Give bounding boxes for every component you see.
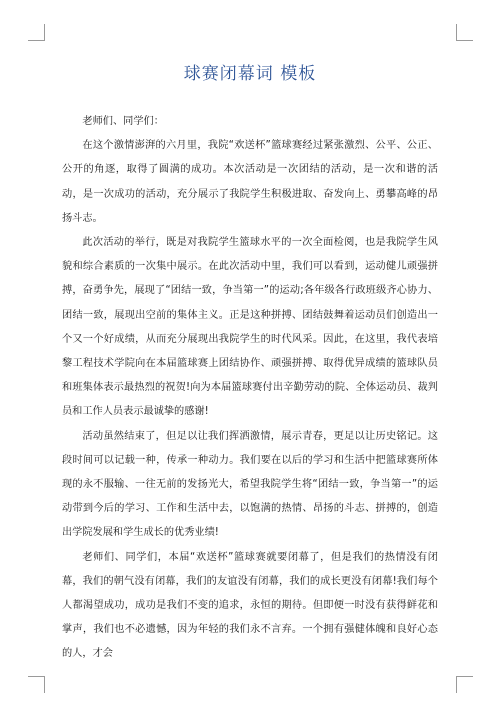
- paragraph-2: 此次活动的举行，既是对我院学生篮球水平的一次全面检阅，也是我院学生风貌和综合素质的一次集中展示。在此次活动中里，我们可以看到，运动健儿顽强拼搏，奋勇争先，展现了“团结一致，争当第一”的运动;各年级各行政班级齐心协力、团结一致，展现出空前的集体主义。正是这种拼搏、团结鼓舞着运动员们创造出一个又一个好成绩，从而充分展现出我院学生的时代风采。因此，在这里，我代表培黎工程技术学院向在本届篮球赛上团结协作、顽强拼搏、取得优异成绩的篮球队员和班集体表示最热烈的祝贺!向为本届篮球赛付出辛勤劳动的院、全体运动员、裁判员和工作人员表示最诚挚的感谢!: [62, 237, 438, 418]
- crop-mark-bottom-right: [456, 676, 473, 693]
- crop-mark-top-left: [28, 24, 45, 41]
- paragraph-3: 活动虽然结束了，但足以让我们挥洒激情，展示青春，更足以让历史铭记。这段时间可以记载一种，传承一种动力。我们要在以后的学习和生活中把篮球赛所体现的永不服输、一往无前的发扬光大，希望我院学生将“团结一致，争当第一”的运动带到今后的学习、工作和生活中去，以饱满的热情、昂扬的斗志、拼搏的，创造出学院发展和学生成长的优秀业绩!: [62, 430, 438, 539]
- document-title: 球赛闭幕词 模板: [183, 64, 317, 84]
- paragraph-4: 老师们、同学们，本届“欢送杯”篮球赛就要闭幕了，但是我们的热情没有闭幕，我们的朝气没有闭幕，我们的友谊没有闭幕，我们的成长更没有闭幕!我们每个人都渴望成功，成功是我们不变的追求，永恒的期待。但即便一时没有获得鲜花和掌声，我们也不必遗憾，因为年轻的我们永不言弃。一个拥有强健体魄和良好心态的人，才会: [62, 551, 438, 660]
- crop-mark-bottom-left: [28, 676, 45, 693]
- paragraph-1: 在这个激情澎湃的六月里，我院“欢送杯”篮球赛经过紧张激烈、公平、公正、公开的角逐，取得了圆满的成功。本次活动是一次团结的活动，是一次和谐的活动，是一次成功的活动，充分展示了我院学生积极进取、奋发向上、勇攀高峰的昂扬斗志。: [62, 140, 438, 224]
- salutation: 老师们、同学们：: [82, 116, 164, 127]
- document-body: [62, 110, 438, 667]
- crop-mark-top-right: [456, 24, 473, 41]
